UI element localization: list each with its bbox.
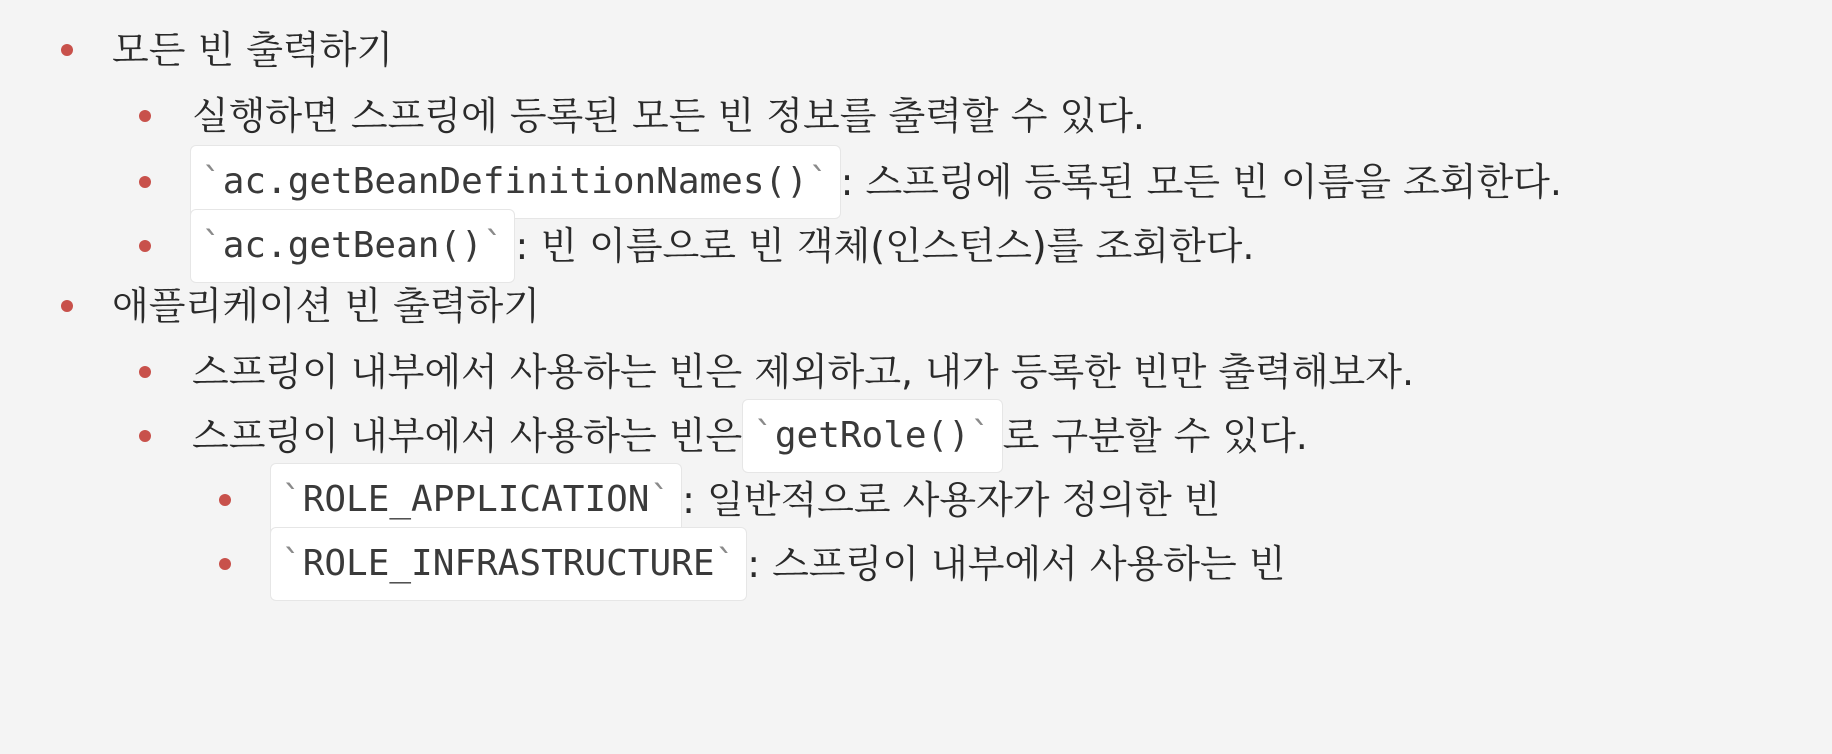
backtick-close: ` (807, 161, 830, 202)
bullet-icon (61, 300, 73, 312)
bullet-icon (139, 366, 151, 378)
bullet-icon (61, 44, 73, 56)
backtick-open: ` (281, 479, 303, 520)
item-description: : 일반적으로 사용자가 정의한 빈 (682, 478, 1221, 522)
list-item (270, 470, 1220, 530)
code-text: ac.getBean() (222, 225, 483, 266)
backtick-close: ` (714, 543, 737, 584)
list-item (190, 216, 1254, 276)
code-text: ac.getBeanDefinitionNames() (222, 161, 808, 202)
backtick-close: ` (649, 479, 672, 520)
item-description: 로 구분할 수 있다. (1002, 414, 1308, 458)
bullet-icon (219, 558, 231, 570)
code-snippet (190, 145, 841, 219)
list-item (192, 406, 1308, 466)
list-item (192, 86, 1145, 146)
item-description: : 스프링이 내부에서 사용하는 빈 (747, 542, 1286, 586)
code-snippet (742, 399, 1002, 473)
item-prefix: 스프링이 내부에서 사용하는 빈은 (192, 414, 743, 458)
backtick-open: ` (201, 225, 223, 266)
item-text: 애플리케이션 빈 출력하기 (112, 284, 540, 328)
code-text: getRole() (774, 415, 970, 456)
list-item (112, 276, 540, 336)
backtick-open: ` (201, 161, 223, 202)
code-snippet (190, 209, 515, 283)
list-item (270, 534, 1286, 594)
item-description: : 스프링에 등록된 모든 빈 이름을 조회한다. (840, 160, 1562, 204)
bullet-icon (139, 430, 151, 442)
backtick-open: ` (281, 543, 303, 584)
item-text: 실행하면 스프링에 등록된 모든 빈 정보를 출력할 수 있다. (192, 94, 1145, 138)
list-item (190, 152, 1562, 212)
code-text: ROLE_INFRASTRUCTURE (302, 543, 715, 584)
item-text: 모든 빈 출력하기 (112, 28, 394, 72)
list-item (112, 20, 393, 80)
bullet-icon (219, 494, 231, 506)
backtick-close: ` (482, 225, 505, 266)
bullet-icon (139, 240, 151, 252)
code-snippet (270, 463, 682, 537)
code-text: ROLE_APPLICATION (302, 479, 650, 520)
backtick-open: ` (753, 415, 775, 456)
bullet-icon (139, 176, 151, 188)
backtick-close: ` (969, 415, 992, 456)
bullet-icon (139, 110, 151, 122)
list-item (192, 342, 1414, 402)
item-description: : 빈 이름으로 빈 객체(인스턴스)를 조회한다. (515, 224, 1255, 268)
code-snippet (270, 527, 747, 601)
item-text: 스프링이 내부에서 사용하는 빈은 제외하고, 내가 등록한 빈만 출력해보자. (192, 350, 1415, 394)
